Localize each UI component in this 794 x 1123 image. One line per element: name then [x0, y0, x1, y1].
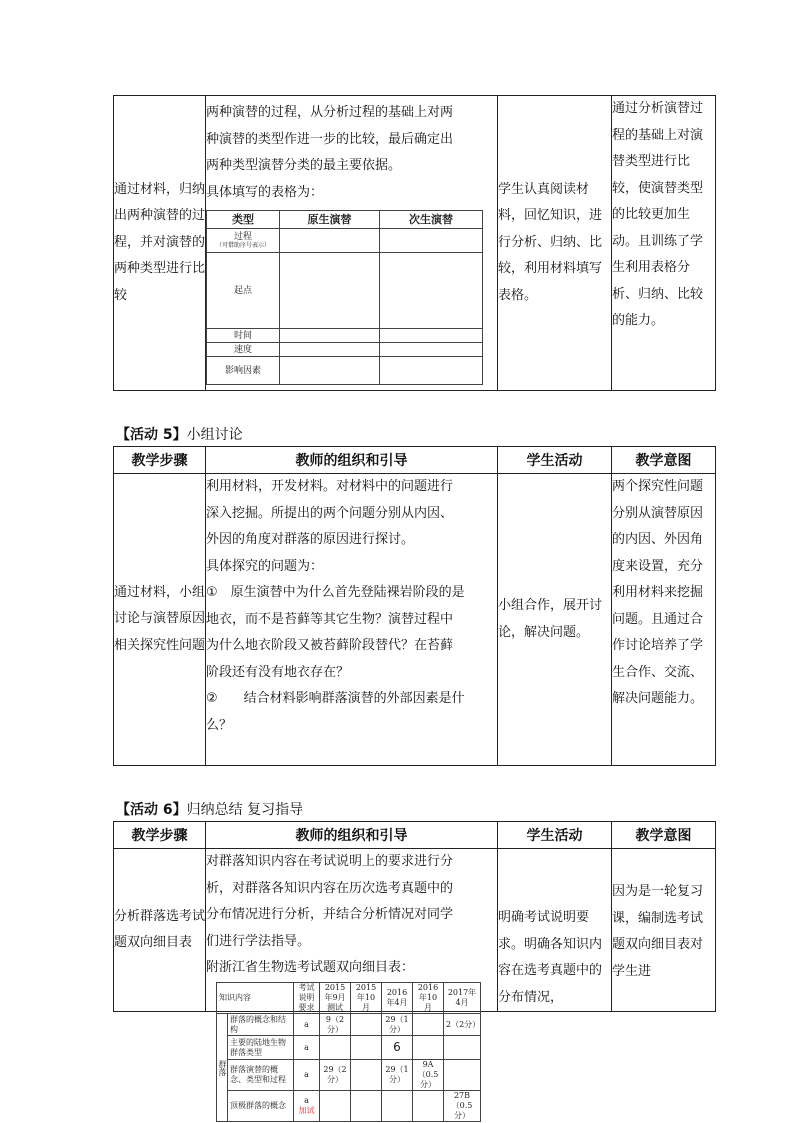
handwritten-mark: 6: [393, 1039, 401, 1054]
activity4-guide-line: 两种演替的过程，从分析过程的基础上对两: [206, 105, 454, 120]
activity6-guide-line: 对群落知识内容在考试说明上的要求进行分: [206, 854, 454, 869]
activity6-student: 明确考试说明要求。明确各知识内容在选考真题中的分布情况，: [498, 910, 603, 1005]
compare-header: 次生演替: [380, 211, 483, 229]
activity5-guide-line: ② 结合材料影响群落演替的外部因素是什: [206, 691, 465, 706]
exam-grid-table: [216, 982, 481, 1122]
activity5-guide-line: 深入挖掘。所提出的两个问题分别从内因、: [206, 505, 454, 521]
grid-group-label: 群落: [217, 1014, 228, 1122]
grid-topic: 主要的陆地生物群落类型: [228, 1036, 294, 1060]
activity5-intent-cell: [612, 474, 716, 766]
compare-header: 类型: [207, 211, 280, 229]
grid-topic: 群落演替的概念、类型和过程: [228, 1060, 294, 1091]
table-header: 教学意图: [612, 822, 716, 849]
compare-row-label: 起点: [207, 253, 280, 329]
activity6-intent: 因为是一轮复习课，编制选考试题双向细目表对学生进: [612, 884, 704, 979]
grid-cell: [351, 1060, 382, 1091]
grid-header: 2015年9月测试: [320, 983, 351, 1014]
grid-header: 知识内容: [217, 983, 294, 1014]
grid-cell: 29（1分）: [382, 1060, 413, 1091]
grid-req: a: [294, 1036, 320, 1060]
activity5-guide-line: 利用材料，开发材料。对材料中的问题进行: [206, 479, 454, 494]
grid-header: 考试说明要求: [294, 983, 320, 1014]
activity4-step: 通过材料，归纳出两种演替的过程，并对演替的两种类型进行比较: [114, 181, 206, 303]
activity5-guide-line: 地衣，而不是苔藓等其它生物？演替过程中: [206, 611, 454, 627]
grid-cell: [413, 1014, 444, 1036]
table-header: 教学步骤: [114, 447, 206, 474]
activity5-title-text: 小组讨论: [186, 427, 243, 443]
grid-extra-label: 加试: [298, 1106, 315, 1115]
type-compare-table: [206, 210, 483, 385]
grid-header: 2017年4月: [444, 983, 481, 1014]
activity5-student-cell: [498, 474, 612, 766]
grid-cell: [382, 1091, 413, 1122]
activity4-guide-line: 种演替的类型作进一步的比较，最后确定出: [206, 131, 454, 147]
grid-cell: [413, 1091, 444, 1122]
activity5-guide-line: 具体探究的问题为：: [206, 558, 324, 574]
activity5-title-bracket: 【活动 5】: [116, 427, 187, 443]
activity4-step-cell: [114, 96, 206, 391]
activity4-intent-cell: [612, 96, 716, 391]
table-header: 教学步骤: [114, 822, 206, 849]
activity5-guide-cell: [206, 474, 498, 766]
grid-cell: [351, 1091, 382, 1122]
activity5-guide-line: ① 原生演替中为什么首先登陆裸岩阶段的是: [206, 585, 465, 600]
grid-topic: 顶极群落的概念: [228, 1091, 294, 1122]
grid-req: a: [294, 1060, 320, 1091]
activity4-guide-cell: [206, 96, 498, 391]
grid-req: a: [294, 1014, 320, 1036]
activity6-intent-cell: [612, 849, 716, 1012]
grid-header: 2016年4月: [382, 983, 413, 1014]
compare-row-label: 影响因素: [207, 357, 280, 385]
grid-req: a: [304, 1096, 309, 1105]
activity4-guide-line: 两种类型演替分类的最主要依据。: [206, 158, 402, 173]
activity5-guide-line: 外因的角度对群落的原因进行探讨。: [206, 532, 415, 547]
compare-header: 原生演替: [280, 211, 380, 229]
activity6-guide-line: 分布情况进行分析，并结合分析情况对同学: [206, 907, 454, 922]
activity4-guide-line: 具体填写的表格为：: [206, 184, 324, 200]
activity6-title: [116, 799, 303, 819]
activity4-student-cell: [498, 96, 612, 391]
activity6-guide-line: 附浙江省生物选考试题双向细目表：: [206, 960, 415, 975]
grid-cell: 29（2分）: [320, 1060, 351, 1091]
activity5-table: [113, 446, 716, 766]
grid-cell: 2（2分）: [444, 1014, 481, 1036]
activity6-title-text: 归纳总结 复习指导: [186, 802, 304, 818]
grid-cell: [351, 1014, 382, 1036]
compare-row-sublabel: （可借助序号表示）: [215, 241, 270, 249]
activity5-step: 通过材料，小组讨论与演替原因相关探究性问题: [114, 584, 206, 653]
table-header: 教师的组织和引导: [206, 822, 498, 849]
grid-cell: [444, 1060, 481, 1091]
activity6-step-cell: [114, 849, 206, 1012]
table-header: 教师的组织和引导: [206, 447, 498, 474]
table-header: 学生活动: [498, 447, 612, 474]
activity4-table: [113, 95, 716, 391]
activity5-step-cell: [114, 474, 206, 766]
activity6-student-cell: [498, 849, 612, 1012]
activity5-guide-line: 为什么地衣阶段又被苔藓阶段替代？在苔藓: [206, 638, 454, 653]
compare-row-label: 时间: [207, 329, 280, 343]
activity5-student: 小组合作，展开讨论，解决问题。: [498, 598, 603, 640]
activity4-student: 学生认真阅读材料，回忆知识，进行分析、归纳、比较，利用材料填写表格。: [498, 181, 603, 303]
activity6-title-bracket: 【活动 6】: [116, 802, 187, 818]
activity5-guide-line: 阶段还有没有地衣存在？: [206, 664, 350, 680]
grid-cell: 29（1分）: [382, 1014, 413, 1036]
grid-cell: 9（2分）: [320, 1014, 351, 1036]
activity5-guide-line: 么？: [206, 717, 233, 733]
table-header: 教学意图: [612, 447, 716, 474]
grid-topic: 群落的概念和结构: [228, 1014, 294, 1036]
grid-cell: [320, 1091, 351, 1122]
table-header: 学生活动: [498, 822, 612, 849]
compare-row-label: 速度: [207, 343, 280, 357]
activity6-step: 分析群落选考试题双向细目表: [114, 908, 206, 950]
grid-header: 2015年10月: [351, 983, 382, 1014]
grid-header: 2016年10月: [413, 983, 444, 1014]
grid-cell: 27B（0.5分）: [444, 1091, 481, 1122]
compare-row-label: 过程: [233, 231, 252, 242]
activity6-guide-line: 析，对群落各知识内容在历次选考真题中的: [206, 880, 454, 896]
activity4-intent: 通过分析演替过程的基础上对演替类型进行比较，使演替类型的比较更加生动。且训练了学生利用表格分析、归纳、比较的能力。: [612, 101, 704, 328]
grid-cell: 9A（0.5分）: [413, 1060, 444, 1091]
activity5-intent: 两个探究性问题分别从演替原因的内因、外因角度来设置，充分利用材料来挖掘问题。且通过合作讨论培养了学生合作、交流、解决问题能力。: [612, 479, 704, 706]
activity6-guide-line: 们进行学法指导。: [206, 933, 311, 949]
activity5-title: [116, 424, 243, 444]
